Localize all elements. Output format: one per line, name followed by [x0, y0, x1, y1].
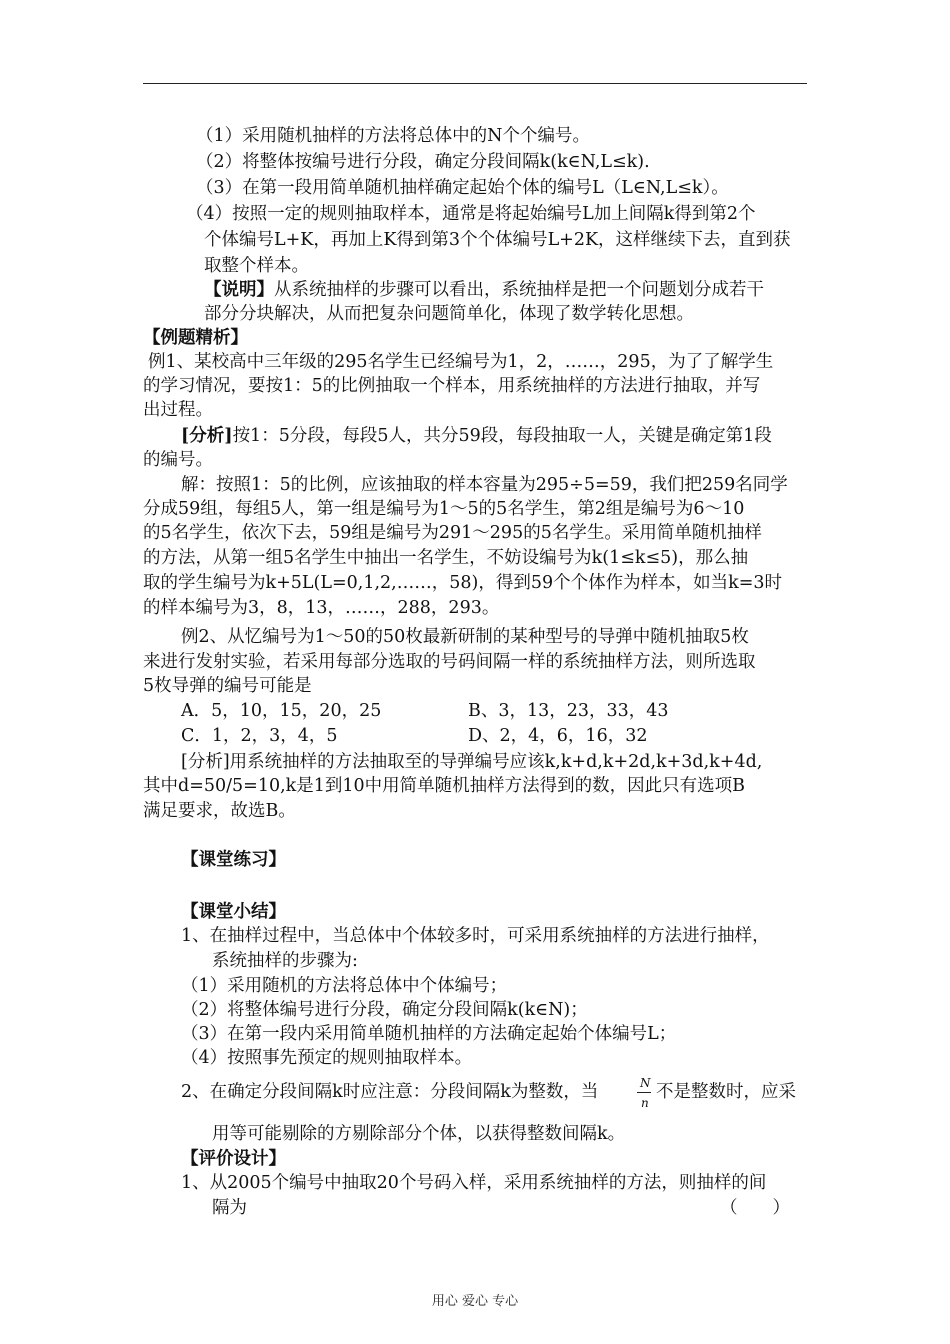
- fraction-numerator: N: [640, 1076, 651, 1090]
- note-line: 部分分块解决，从而把复杂问题简单化，体现了数学转化思想。: [204, 304, 694, 324]
- summary-point-2-cont: 用等可能剔除的方剔除部分个体，以获得整数间隔k。: [212, 1124, 626, 1144]
- note-line: [204, 278, 764, 302]
- option-a: A．5，10，15，20，25: [181, 701, 382, 721]
- header-rule: [143, 83, 807, 84]
- summary-step-1: （1）采用随机的方法将总体中个体编号；: [181, 976, 508, 996]
- analysis-label: [分析]: [181, 426, 233, 446]
- option-b: B、3，13，23，33，43: [468, 701, 669, 721]
- example-1-cont: 的学习情况，要按1：5的比例抽取一个样本，用系统抽样的方法进行抽取，并写: [143, 376, 761, 396]
- option-c: C．1，2，3，4，5: [181, 726, 338, 746]
- analysis-2-cont: 满足要求，故选B。: [143, 801, 296, 821]
- step-4: （4）按照一定的规则抽取样本，通常是将起始编号L加上间隔k得到第2个: [186, 204, 756, 224]
- summary-point-1: 1、在抽样过程中，当总体中个体较多时，可采用系统抽样的方法进行抽样，: [181, 926, 770, 946]
- evaluation-question-1-cont: 隔为: [212, 1198, 247, 1218]
- solution-cont: 取的学生编号为k+5L(L=0,1,2,……，58)，得到59个个体作为样本，如当k=3时: [143, 573, 782, 593]
- step-4-cont: 个体编号L+K，再加上K得到第3个个体编号L+2K，这样继续下去，直到获: [204, 230, 791, 250]
- summary-point-2: 2、在确定分段间隔k时应注意：分段间隔k为整数，当: [181, 1082, 599, 1102]
- solution: 解：按照1：5的比例，应该抽取的样本容量为295÷5=59，我们把259名同学: [181, 475, 788, 495]
- fraction-denominator: n: [641, 1096, 649, 1110]
- example-2-cont: 来进行发射实验，若采用每部分选取的号码间隔一样的系统抽样方法，则所选取: [143, 652, 756, 672]
- solution-cont: 的样本编号为3，8，13，……，288，293。: [143, 598, 500, 618]
- summary-point-2-cont: 不是整数时，应采: [656, 1082, 796, 1102]
- section-heading-examples: 【例题精析】: [143, 328, 248, 348]
- example-2: 例2、从忆编号为1～50的50枚最新研制的某种型号的导弹中随机抽取5枚: [181, 627, 749, 647]
- analysis-1: [181, 424, 772, 448]
- example-2-cont: 5枚导弹的编号可能是: [143, 676, 312, 696]
- example-1: 例1、某校高中三年级的295名学生已经编号为1，2，……，295，为了了解学生: [148, 352, 774, 372]
- step-2: （2）将整体按编号进行分段，确定分段间隔k(k∈N,L≤k).: [196, 152, 650, 172]
- analysis-2-cont: 其中d=50/5=10,k是1到10中用简单随机抽样方法得到的数，因此只有选项B: [143, 776, 746, 796]
- answer-blank: （ ）: [720, 1198, 790, 1218]
- analysis-2: [分析]用系统抽样的方法抽取至的导弹编号应该k,k+d,k+2d,k+3d,k+4d,: [181, 752, 763, 772]
- analysis-1-cont: 的编号。: [143, 450, 213, 470]
- section-heading-evaluation: 【评价设计】: [181, 1149, 286, 1169]
- step-4-cont: 取整个样本。: [204, 256, 309, 276]
- summary-step-4: （4）按照事先预定的规则抽取样本。: [181, 1048, 473, 1068]
- fraction-bar: [637, 1092, 651, 1093]
- analysis-text: 按1：5分段，每段5人，共分59段，每段抽取一人，关键是确定第1段: [232, 426, 772, 446]
- page-footer: 用心 爱心 专心: [431, 1294, 519, 1309]
- solution-cont: 的5名学生，依次下去，59组是编号为291～295的5名学生。采用简单随机抽样: [143, 523, 762, 543]
- option-d: D、2，4，6，16，32: [468, 726, 648, 746]
- step-3: （3）在第一段用简单随机抽样确定起始个体的编号L（L∈N,L≤k）。: [196, 178, 729, 198]
- summary-step-2: （2）将整体编号进行分段，确定分段间隔k(k∈N)；: [181, 1000, 588, 1020]
- evaluation-question-1: 1、从2005个编号中抽取20个号码入样，采用系统抽样的方法，则抽样的间: [181, 1173, 767, 1193]
- summary-point-1-cont: 系统抽样的步骤为:: [212, 951, 358, 971]
- note-label: 【说明】: [204, 280, 274, 300]
- step-1: （1）采用随机抽样的方法将总体中的N个个编号。: [196, 126, 590, 146]
- solution-cont: 的方法，从第一组5名学生中抽出一名学生，不妨设编号为k(1≤k≤5)，那么抽: [143, 548, 749, 568]
- summary-step-3: （3）在第一段内采用简单随机抽样的方法确定起始个体编号L；: [181, 1024, 677, 1044]
- solution-cont: 分成59组，每组5人，第一组是编号为1～5的5名学生，第2组是编号为6～10: [143, 499, 745, 519]
- note-text: 从系统抽样的步骤可以看出，系统抽样是把一个问题划分成若干: [274, 280, 764, 300]
- example-1-cont: 出过程。: [143, 400, 213, 420]
- section-heading-practice: 【课堂练习】: [181, 850, 286, 870]
- section-heading-summary: 【课堂小结】: [181, 902, 286, 922]
